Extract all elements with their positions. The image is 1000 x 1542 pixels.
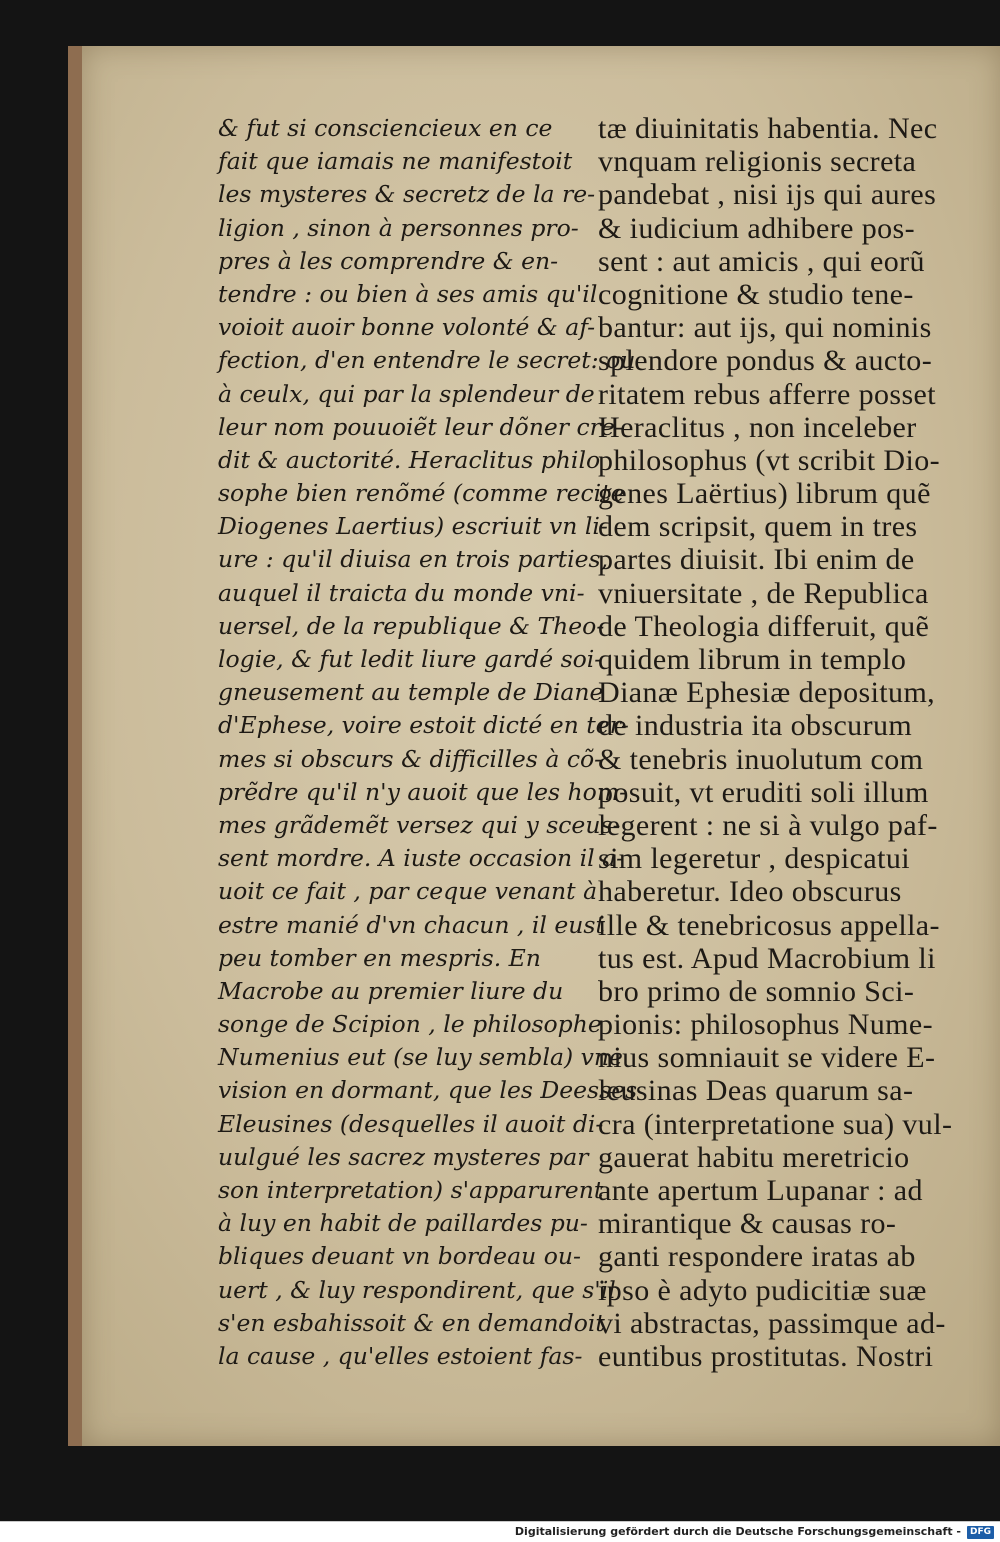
dfg-logo: DFG bbox=[967, 1526, 994, 1539]
french-text-line: les mysteres & secretz de la re- bbox=[218, 180, 596, 209]
french-text-column bbox=[218, 112, 638, 1373]
latin-text-line: Heraclitus , non inceleber bbox=[598, 410, 917, 444]
french-text-line: peu tomber en mespris. En bbox=[218, 943, 541, 972]
french-text-line: Diogenes Laertius) escriuit vn li- bbox=[218, 512, 608, 541]
french-text-line: fection, d'en entendre le secret: ou bbox=[218, 346, 636, 375]
latin-text-line: cra (interpretatione sua) vul- bbox=[598, 1107, 953, 1141]
latin-text-line: ganti respondere iratas ab bbox=[598, 1240, 916, 1274]
french-text-line: son interpretation) s'apparurent bbox=[218, 1176, 604, 1204]
latin-text-line: genes Laërtius) librum quẽ bbox=[598, 477, 931, 511]
french-text-line: sophe bien renõmé (comme recite bbox=[218, 479, 625, 508]
french-text-line: logie, & fut ledit liure gardé soi- bbox=[218, 645, 603, 673]
latin-text-line: quidem librum in templo bbox=[598, 643, 907, 676]
french-text-line: estre manié d'vn chacun , il eust bbox=[218, 910, 605, 939]
french-text-line: s'en esbahissoit & en demandoit bbox=[218, 1308, 605, 1337]
french-text-line: d'Ephese, voire estoit dicté en ter- bbox=[218, 711, 629, 740]
latin-text-line: euntibus prostitutas. Nostri bbox=[598, 1339, 934, 1373]
french-text-line: à ceulx, qui par la splendeur de bbox=[218, 379, 595, 408]
french-text-line: Macrobe au premier liure du bbox=[218, 976, 564, 1005]
french-text-line: ure : qu'il diuisa en trois parties, bbox=[218, 545, 609, 574]
french-text-line: pres à les comprendre & en- bbox=[218, 246, 559, 275]
latin-text-line: de industria ita obscurum bbox=[598, 709, 913, 743]
french-text-line: voioit auoir bonne volonté & af- bbox=[218, 313, 596, 342]
latin-text-line: Dianæ Ephesiæ depositum, bbox=[598, 676, 936, 710]
latin-text-line: posuit, vt eruditi soli illum bbox=[598, 775, 929, 809]
french-text-line: dit & auctorité. Heraclitus philo bbox=[218, 445, 601, 474]
french-text-line: bliques deuant vn bordeau ou- bbox=[218, 1242, 581, 1271]
french-text-line: ligion , sinon à personnes pro- bbox=[218, 213, 579, 242]
latin-text-line: bantur: aut ijs, qui nominis bbox=[598, 311, 932, 345]
latin-text-line: ritatem rebus afferre posset bbox=[598, 377, 937, 411]
funding-footer bbox=[0, 1521, 1000, 1542]
latin-text-line: legerent : ne si à vulgo paf- bbox=[598, 808, 938, 842]
latin-text-line: nius somniauit se videre E- bbox=[598, 1041, 936, 1075]
french-text-line: uoit ce fait , par ceque venant à bbox=[218, 877, 598, 906]
latin-text-line: vi abstractas, passimque ad- bbox=[598, 1306, 946, 1340]
latin-text-line: ille & tenebricosus appella- bbox=[598, 908, 940, 942]
latin-text-line: philosophus (vt scribit Dio- bbox=[598, 443, 941, 477]
latin-text-line: partes diuisit. Ibi enim de bbox=[598, 543, 915, 577]
french-text-line: Eleusines (desquelles il auoit di- bbox=[218, 1109, 604, 1138]
french-text-line: gneusement au temple de Diane bbox=[218, 678, 604, 707]
french-text-line: auquel il traicta du monde vni- bbox=[218, 578, 585, 607]
latin-text-line: vniuersitate , de Republica bbox=[598, 576, 929, 610]
latin-text-line: vnquam religionis secreta bbox=[598, 145, 917, 179]
french-text-line: la cause , qu'elles estoient fas- bbox=[218, 1341, 583, 1370]
french-text-line: mes si obscurs & difficilles à cõ- bbox=[218, 744, 603, 773]
french-text-line: leur nom pouuoiẽt leur dõner cre- bbox=[218, 412, 623, 441]
latin-text-line: ante apertum Lupanar : ad bbox=[598, 1174, 923, 1207]
french-text-line: Numenius eut (se luy sembla) vne bbox=[218, 1043, 623, 1072]
latin-text-line: de Theologia differuit, quẽ bbox=[598, 609, 930, 643]
french-text-line: uersel, de la republique & Theo- bbox=[218, 611, 605, 640]
french-text-line: & fut si consciencieux en ce bbox=[218, 114, 553, 142]
latin-text-line: pionis: philosophus Nume- bbox=[598, 1008, 934, 1042]
latin-text-line: splendore pondus & aucto- bbox=[598, 344, 933, 378]
latin-text-line: pandebat , nisi ijs qui aures bbox=[598, 178, 937, 212]
french-text-line: uert , & luy respondirent, que s'il bbox=[218, 1275, 616, 1304]
french-text-line: vision en dormant, que les Deesses bbox=[218, 1076, 638, 1105]
latin-text-line: ipso è adyto pudicitiæ suæ bbox=[598, 1273, 927, 1307]
latin-text-column bbox=[598, 112, 988, 1373]
latin-text-line: leusinas Deas quarum sa- bbox=[598, 1074, 914, 1108]
latin-text-line: & tenebris inuolutum com bbox=[598, 742, 924, 776]
latin-text-line: bro primo de somnio Sci- bbox=[598, 974, 915, 1008]
french-text-line: uulgué les sacrez mysteres par bbox=[218, 1142, 589, 1171]
latin-text-line: dem scripsit, quem in tres bbox=[598, 510, 918, 544]
latin-text-line: mirantique & causas ro- bbox=[598, 1207, 897, 1241]
french-text-line: fait que iamais ne manifestoit bbox=[218, 147, 573, 176]
funding-credit: Digitalisierung gefördert durch die Deutsche Forschungsgemeinschaft - bbox=[514, 1525, 961, 1538]
latin-text-line: cognitione & studio tene- bbox=[598, 277, 914, 311]
latin-text-line: sim legeretur , despicatui bbox=[598, 842, 910, 876]
french-text-line: à luy en habit de paillardes pu- bbox=[218, 1209, 588, 1238]
french-text-line: mes grãdemẽt versez qui y sceus- bbox=[218, 810, 621, 839]
latin-text-line: tus est. Apud Macrobium li bbox=[598, 941, 936, 975]
french-text-line: tendre : ou bien à ses amis qu'il bbox=[218, 279, 598, 308]
latin-text-line: & iudicium adhibere pos- bbox=[598, 211, 916, 245]
french-text-line: prẽdre qu'il n'y auoit que les hom- bbox=[218, 777, 628, 806]
french-text-line: sent mordre. A iuste occasion il a- bbox=[218, 844, 625, 873]
latin-text-line: tæ diuinitatis habentia. Nec bbox=[598, 112, 938, 145]
latin-text-line: haberetur. Ideo obscurus bbox=[598, 875, 902, 909]
latin-text-line: sent : aut amicis , qui eorũ bbox=[598, 244, 925, 278]
latin-text-line: gauerat habitu meretricio bbox=[598, 1140, 910, 1174]
french-text-line: songe de Scipion , le philosophe bbox=[218, 1010, 602, 1039]
